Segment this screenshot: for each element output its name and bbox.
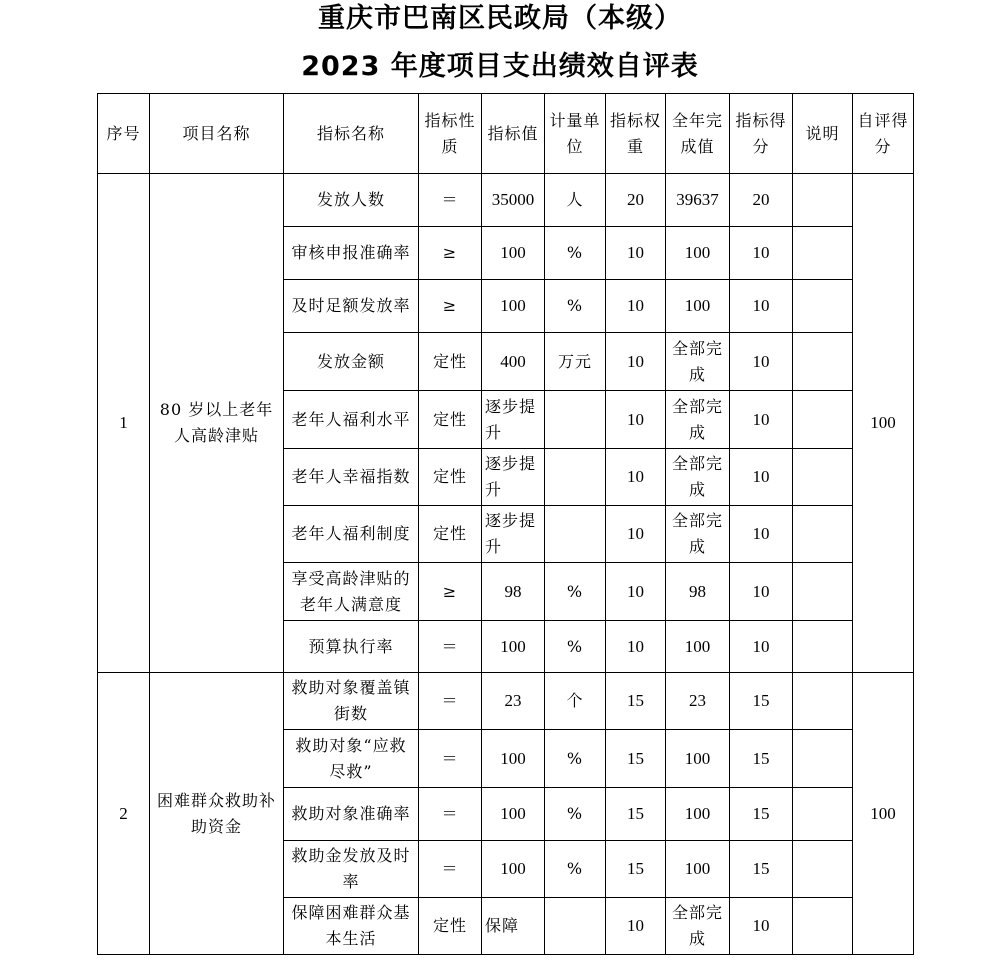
weight: 15 [606,841,666,898]
note [793,333,853,391]
indicator-nature: ≥ [419,227,482,280]
indicator-value: 98 [482,563,545,621]
indicator-score: 10 [730,227,793,280]
project-self-score: 100 [853,673,914,955]
indicator-nature: 定性 [419,898,482,955]
weight: 10 [606,391,666,449]
unit: % [545,730,606,788]
indicator-score: 10 [730,391,793,449]
note [793,174,853,227]
annual-completion: 全部完成 [666,898,730,955]
note [793,841,853,898]
unit [545,506,606,563]
indicator-nature: 定性 [419,391,482,449]
header-indicator-nature: 指标性质 [419,94,482,174]
unit: % [545,621,606,673]
header-note: 说明 [793,94,853,174]
note [793,898,853,955]
table-row [98,174,914,227]
indicator-score: 10 [730,280,793,333]
indicator-value: 35000 [482,174,545,227]
indicator-nature: ＝ [419,841,482,898]
indicator-name: 发放人数 [284,174,419,227]
annual-completion: 全部完成 [666,391,730,449]
annual-completion: 全部完成 [666,333,730,391]
header-annual-completion: 全年完成值 [666,94,730,174]
table-row [98,673,914,730]
indicator-value: 逐步提升 [482,391,545,449]
indicator-nature: 定性 [419,333,482,391]
annual-completion: 100 [666,227,730,280]
project-seq: 1 [98,174,150,673]
note [793,621,853,673]
unit [545,391,606,449]
unit: % [545,841,606,898]
indicator-name: 救助对象准确率 [284,788,419,841]
unit: 万元 [545,333,606,391]
indicator-value: 100 [482,730,545,788]
header-indicator-value: 指标值 [482,94,545,174]
annual-completion: 100 [666,730,730,788]
table-header-row [98,94,914,174]
annual-completion: 100 [666,621,730,673]
unit: 人 [545,174,606,227]
header-seq: 序号 [98,94,150,174]
indicator-name: 审核申报准确率 [284,227,419,280]
unit [545,898,606,955]
weight: 10 [606,506,666,563]
annual-completion: 98 [666,563,730,621]
indicator-name: 保障困难群众基本生活 [284,898,419,955]
project-seq: 2 [98,673,150,955]
indicator-nature: ≥ [419,280,482,333]
note [793,506,853,563]
weight: 10 [606,898,666,955]
note [793,730,853,788]
indicator-score: 10 [730,449,793,506]
indicator-name: 预算执行率 [284,621,419,673]
indicator-score: 10 [730,506,793,563]
indicator-score: 15 [730,730,793,788]
note [793,280,853,333]
project-name: 80 岁以上老年人高龄津贴 [150,174,284,673]
indicator-value: 400 [482,333,545,391]
unit [545,449,606,506]
indicator-value: 100 [482,841,545,898]
unit: % [545,788,606,841]
indicator-name: 救助金发放及时率 [284,841,419,898]
header-weight: 指标权重 [606,94,666,174]
weight: 10 [606,563,666,621]
indicator-score: 20 [730,174,793,227]
annual-completion: 100 [666,280,730,333]
indicator-name: 享受高龄津贴的老年人满意度 [284,563,419,621]
header-unit: 计量单位 [545,94,606,174]
annual-completion: 100 [666,788,730,841]
indicator-value: 100 [482,621,545,673]
indicator-value: 23 [482,673,545,730]
weight: 10 [606,449,666,506]
unit: % [545,227,606,280]
note [793,788,853,841]
weight: 10 [606,227,666,280]
note [793,673,853,730]
indicator-name: 发放金额 [284,333,419,391]
indicator-nature: 定性 [419,449,482,506]
note [793,391,853,449]
indicator-name: 老年人福利水平 [284,391,419,449]
note [793,227,853,280]
weight: 10 [606,280,666,333]
indicator-nature: 定性 [419,506,482,563]
project-name: 困难群众救助补助资金 [150,673,284,955]
header-self-score: 自评得分 [853,94,914,174]
indicator-value: 逐步提升 [482,449,545,506]
header-project-name: 项目名称 [150,94,284,174]
unit: % [545,280,606,333]
indicator-nature: ≥ [419,563,482,621]
indicator-nature: ＝ [419,621,482,673]
header-indicator-name: 指标名称 [284,94,419,174]
annual-completion: 全部完成 [666,506,730,563]
indicator-value: 逐步提升 [482,506,545,563]
indicator-score: 15 [730,841,793,898]
document-subtitle: 2023 年度项目支出绩效自评表 [301,51,699,82]
indicator-score: 15 [730,788,793,841]
note [793,563,853,621]
indicator-value: 保障 [482,898,545,955]
weight: 10 [606,621,666,673]
indicator-nature: ＝ [419,730,482,788]
note [793,449,853,506]
indicator-nature: ＝ [419,673,482,730]
weight: 15 [606,788,666,841]
project-self-score: 100 [853,174,914,673]
weight: 15 [606,673,666,730]
annual-completion: 23 [666,673,730,730]
indicator-score: 10 [730,898,793,955]
header-indicator-score: 指标得分 [730,94,793,174]
indicator-score: 10 [730,621,793,673]
indicator-value: 100 [482,280,545,333]
performance-table [97,93,914,955]
unit: 个 [545,673,606,730]
indicator-name: 救助对象“应救尽救” [284,730,419,788]
indicator-name: 老年人福利制度 [284,506,419,563]
weight: 15 [606,730,666,788]
indicator-score: 10 [730,333,793,391]
weight: 20 [606,174,666,227]
weight: 10 [606,333,666,391]
indicator-score: 10 [730,563,793,621]
indicator-value: 100 [482,227,545,280]
annual-completion: 39637 [666,174,730,227]
indicator-name: 救助对象覆盖镇街数 [284,673,419,730]
indicator-name: 及时足额发放率 [284,280,419,333]
unit: % [545,563,606,621]
indicator-score: 15 [730,673,793,730]
annual-completion: 100 [666,841,730,898]
indicator-value: 100 [482,788,545,841]
indicator-nature: ＝ [419,174,482,227]
indicator-nature: ＝ [419,788,482,841]
indicator-name: 老年人幸福指数 [284,449,419,506]
annual-completion: 全部完成 [666,449,730,506]
document-title: 重庆市巴南区民政局（本级） [318,3,682,34]
